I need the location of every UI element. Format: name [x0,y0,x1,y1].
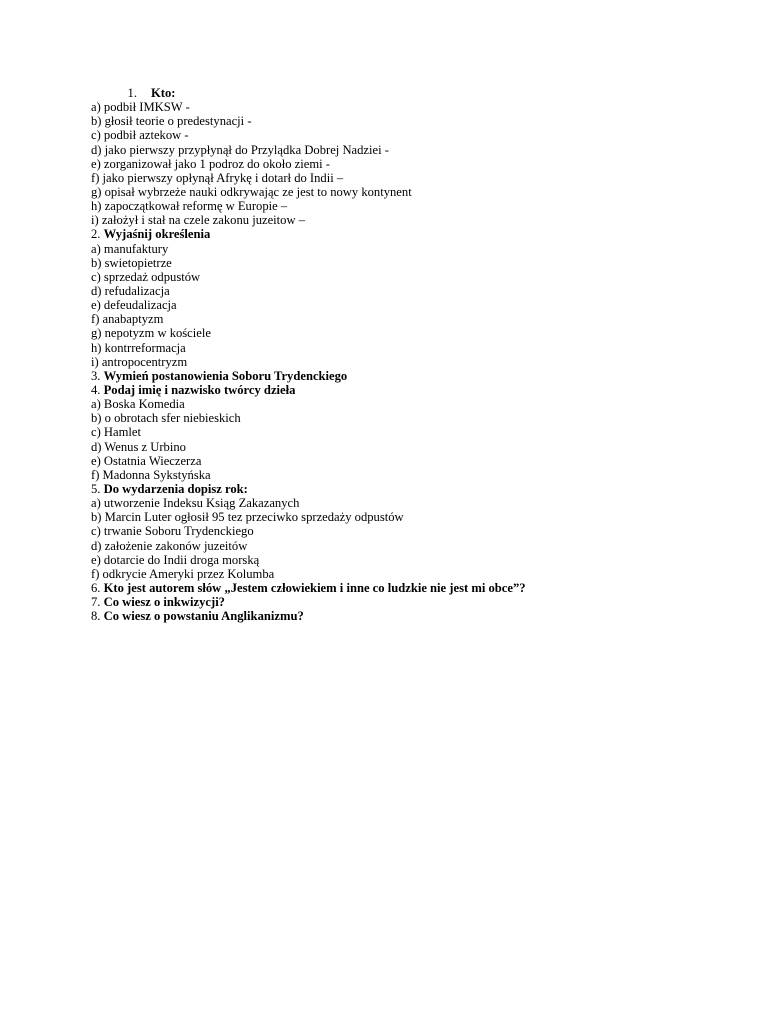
q4-item-d: d) Wenus z Urbino [91,439,186,454]
q2-item-e: e) defeudalizacja [91,298,177,313]
q2-item-a: a) manufaktury [91,241,169,256]
question-1-number-text: 1. [127,86,137,100]
q1-item-i: i) założył i stał na czele zakonu juzeitow – [91,213,306,228]
question-8-heading [91,609,711,623]
question-3-heading [91,369,711,383]
q4-item-c: c) Hamlet [91,425,141,440]
question-7-number: 7. [91,595,101,610]
question-2-title: Wyjaśnij określenia [103,227,211,242]
document-content [91,86,711,623]
q1-item-g: g) opisał wybrzeże nauki odkrywając ze jest to nowy kontynent [91,184,412,199]
question-1-title: Kto: [151,86,176,100]
question-5-title: Do wydarzenia dopisz rok: [103,481,248,496]
q5-item-b: b) Marcin Luter ogłosił 95 tez przeciwko sprzedaży odpustów [91,510,404,525]
question-2-heading [91,227,711,241]
q4-item-f: f) Madonna Sykstyńska [91,467,211,482]
q1-item-a: a) podbił IMKSW - [91,100,190,115]
q5-item-a: a) utworzenie Indeksu Ksiąg Zakazanych [91,496,300,511]
q1-item-b: b) głosił teorie o predestynacji - [91,114,252,129]
q1-item-e: e) zorganizował jako 1 podroz do około ziemi - [91,156,330,171]
question-6-number: 6. [91,580,101,595]
q1-item-d: d) jako pierwszy przypłynął do Przylądka Dobrej Nadziei - [91,142,389,157]
question-4-heading [91,383,711,397]
q1-item-h: h) zapoczątkował reformę w Europie – [91,199,288,214]
question-8-title: Co wiesz o powstaniu Anglikanizmu? [103,609,304,624]
question-7-title: Co wiesz o inkwizycji? [103,595,225,610]
q2-item-c: c) sprzedaż odpustów [91,269,201,284]
question-6-title: Kto jest autorem słów „Jestem człowiekiem i inne co ludzkie nie jest mi obce”? [103,580,526,595]
q4-item-a: a) Boska Komedia [91,397,185,412]
q2-item-h: h) kontrreformacja [91,340,186,355]
q5-item-d: d) założenie zakonów juzeitów [91,538,248,553]
q2-item-g: g) nepotyzm w kościele [91,326,211,341]
question-8-number: 8. [91,609,101,624]
question-1-heading [91,86,711,100]
q1-item-f: f) jako pierwszy opłynął Afrykę i dotarł do Indii – [91,170,344,185]
question-7-heading [91,595,711,609]
question-5-number: 5. [91,481,101,496]
q2-item-b: b) swietopietrze [91,255,172,270]
question-4-number: 4. [91,382,101,397]
q1-item-c: c) podbił aztekow - [91,128,189,143]
q5-item-f: f) odkrycie Ameryki przez Kolumba [91,566,275,581]
q2-item-i: i) antropocentryzm [91,354,188,369]
question-2-number: 2. [91,227,101,242]
question-3-number: 3. [91,368,101,383]
question-6-heading [91,581,711,595]
q2-item-d: d) refudalizacja [91,283,170,298]
q5-item-e: e) dotarcie do Indii droga morską [91,552,260,567]
question-4-title: Podaj imię i nazwisko twórcy dzieła [103,382,296,397]
question-3-title: Wymień postanowienia Soboru Trydenckiego [103,368,348,383]
q5-item-c: c) trwanie Soboru Trydenckiego [91,524,254,539]
q4-item-e: e) Ostatnia Wieczerza [91,453,202,468]
question-5-heading [91,482,711,496]
q2-item-f: f) anabaptyzm [91,312,164,327]
q4-item-b: b) o obrotach sfer niebieskich [91,411,241,426]
question-1-number [91,86,137,100]
